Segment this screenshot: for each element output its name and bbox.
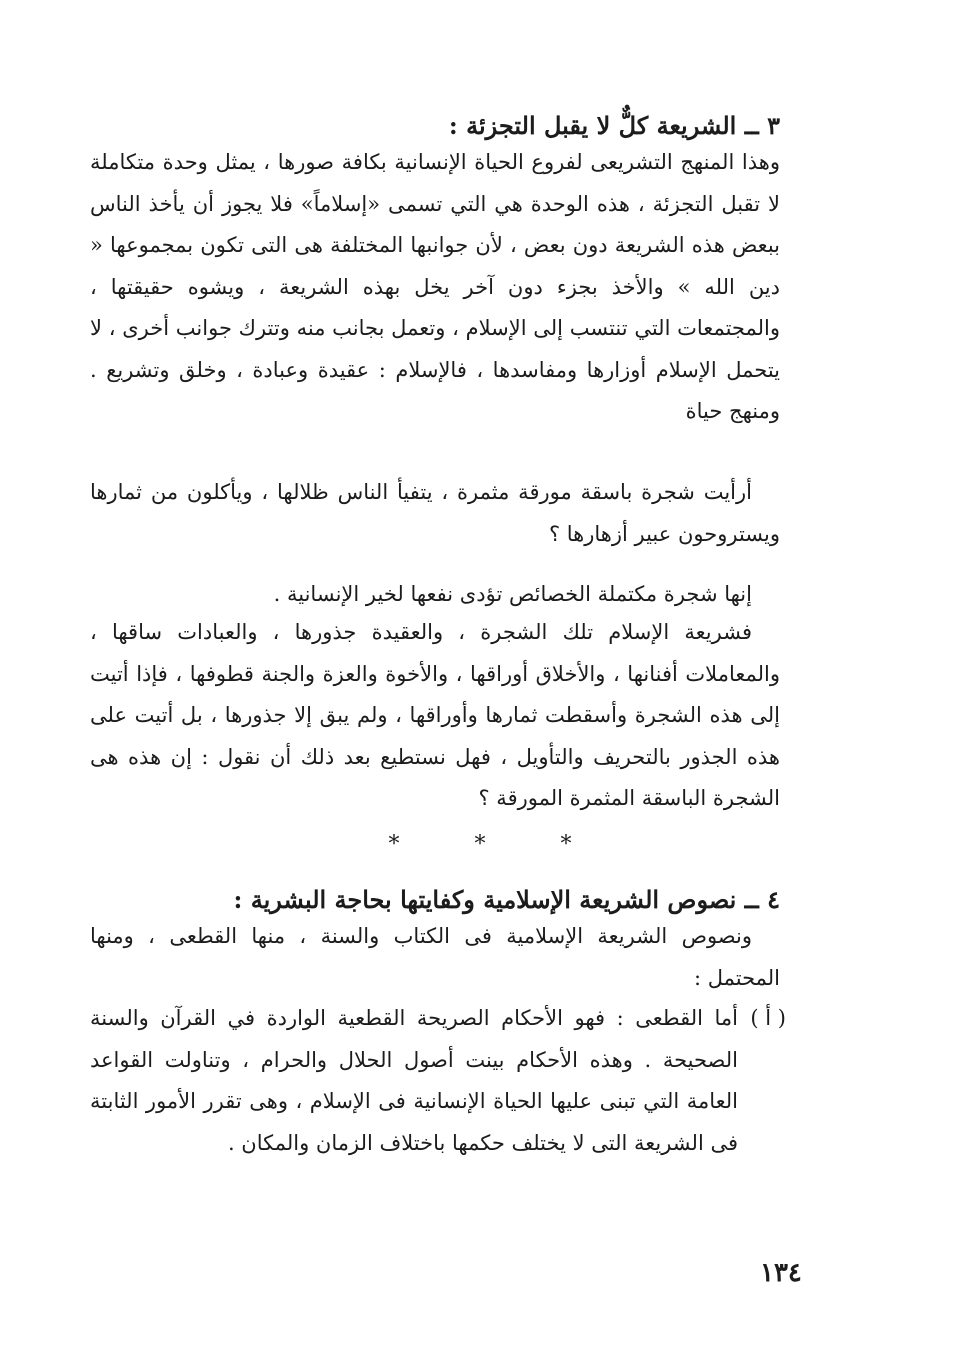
- section-4-heading: ٤ ــ نصوص الشريعة الإسلامية وكفايتها بحاجة البشرية :: [233, 885, 780, 914]
- item-a-text: أما القطعى : فهو الأحكام الصريحة القطعية الواردة في القرآن والسنة الصحيحة . وهذه الأحكام بينت أصول الحلال والحرام ، وتناولت القواعد العامة التي تبنى عليها الحياة الإنسانية فى الإسلام ، وهى تقرر الأمور الثابتة فى الشريعة التى لا يختلف حكمها باختلاف الزمان والمكان .: [90, 1006, 738, 1155]
- section-separator: * * *: [388, 832, 606, 857]
- section-3-paragraph-1: وهذا المنهج التشريعى لفروع الحياة الإنسانية بكافة صورها ، يمثل وحدة متكاملة لا تقبل التجزئة ، هذه الوحدة هي التي تسمى «إسلاماً» فلا يجوز أن يأخذ الناس ببعض هذه الشريعة دون بعض ، لأن جوانبها المختلفة هى التى تكون بمجموعها « دين الله » والأخذ بجزء دون آخر يخل بهذه الشريعة ، ويشوه حقيقتها ، والمجتمعات التي تنتسب إلى الإسلام ، وتعمل بجانب منه وتترك جوانب أخرى ، لا يتحمل الإسلام أوزارها ومفاسدها ، فالإسلام : عقيدة وعبادة ، وخلق وتشريع . ومنهج حياة: [90, 150, 780, 423]
- section-3-paragraph-3: إنها شجرة مكتملة الخصائص تؤدى نفعها لخير الإنسانية .: [273, 582, 752, 606]
- section-3-heading: ٣ ــ الشريعة كلٌّ لا يقبل التجزئة :: [448, 111, 780, 140]
- item-a-label: ( أ ): [750, 1006, 786, 1030]
- page-number: ١٣٤: [760, 1258, 802, 1288]
- section-4-paragraph-1: ونصوص الشريعة الإسلامية فى الكتاب والسنة ، منها القطعى ، ومنها المحتمل :: [90, 924, 780, 990]
- section-3-paragraph-2: أرأيت شجرة باسقة مورقة مثمرة ، يتفيأ الناس ظلالها ، ويأكلون من ثمارها ويستروحون عبير أزهارها ؟: [90, 480, 780, 546]
- section-3-paragraph-4: فشريعة الإسلام تلك الشجرة ، والعقيدة جذورها ، والعبادات ساقها ، والمعاملات أفنانها ، والأخلاق أوراقها ، والأخوة والعزة والجنة قطوفها ، فإذا أتيت إلى هذه الشجرة وأسقطت ثمارها وأوراقها ، ولم يبق إلا جذورها ، بل أتيت على هذه الجذور بالتحريف والتأويل ، فهل نستطيع بعد ذلك أن نقول : إن هذه هى الشجرة الباسقة المثمرة المورقة ؟: [90, 620, 780, 810]
